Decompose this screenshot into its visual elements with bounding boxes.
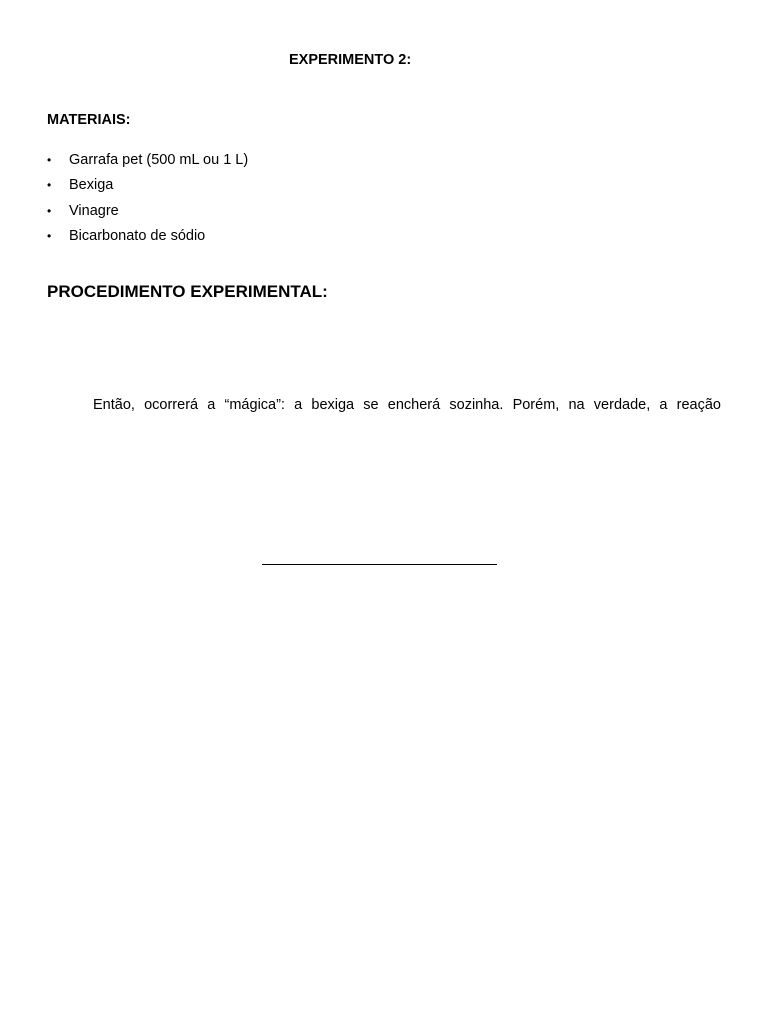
body-paragraph: Então, ocorrerá a “mágica”: a bexiga se encherá sozinha. Porém, na verdade, a reação (93, 397, 721, 413)
material-label: Vinagre (69, 202, 119, 219)
bullet-icon: • (47, 178, 52, 193)
materials-heading: MATERIAIS: (47, 112, 131, 128)
list-item (47, 225, 248, 250)
material-label: Garrafa pet (500 mL ou 1 L) (69, 152, 249, 168)
blank-answer-line (262, 564, 497, 565)
material-label: Bexiga (69, 177, 114, 194)
materials-list (47, 149, 248, 250)
bullet-icon: • (47, 153, 52, 167)
list-item (47, 149, 248, 174)
bullet-icon: • (47, 203, 52, 218)
list-item (47, 174, 248, 199)
material-label: Bicarbonato de sódio (69, 227, 206, 244)
list-item (47, 200, 248, 225)
document-title: EXPERIMENTO 2: (289, 52, 412, 68)
procedure-heading: PROCEDIMENTO EXPERIMENTAL: (47, 282, 328, 301)
bullet-icon: • (47, 228, 52, 243)
